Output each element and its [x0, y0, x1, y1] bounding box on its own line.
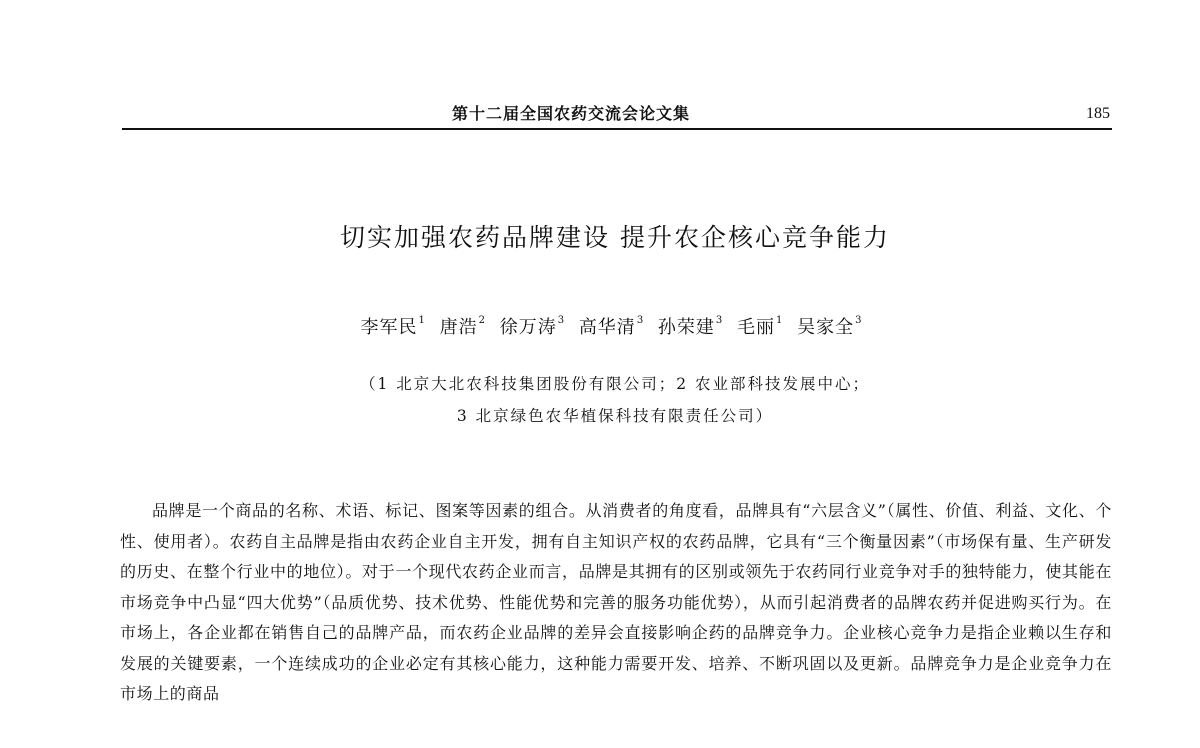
- author-name: 毛丽: [737, 317, 776, 338]
- author-affiliation-mark: 2: [478, 315, 486, 326]
- affiliations-line-1: （1 北京大北农科技集团股份有限公司；2 农业部科技发展中心；: [359, 375, 871, 393]
- page-number: 185: [1086, 105, 1110, 122]
- author-name: 吴家全: [797, 317, 855, 338]
- body-text: [120, 496, 1112, 710]
- running-title: 第十二届全国农药交流会论文集: [452, 104, 691, 123]
- author-name: 孙荣建: [657, 317, 715, 338]
- paper-title: 切实加强农药品牌建设 提升农企核心竞争能力: [340, 223, 890, 252]
- author-name: 高华清: [578, 317, 636, 338]
- running-header: [122, 98, 1112, 130]
- paragraph: 品牌是一个商品的名称、术语、标记、图案等因素的组合。从消费者的角度看，品牌具有“六层含义”（属性、价值、利益、文化、个性、使用者）。农药自主品牌是指由农药企业自主开发，拥有自主知识产权的农药品牌，它具有“三个衡量因素”（市场保有量、生产研发的历史、在整个行业中的地位）。对于一个现代农药企业而言，品牌是其拥有的区别或领先于农药同行业竞争对手的独特能力，使其能在市场竞争中凸显“四大优势”（品质优势、技术优势、性能优势和完善的服务功能优势），从而引起消费者的品牌农药并促进购买行为。在市场上，各企业都在销售自己的品牌产品，而农药企业品牌的差异会直接影响企药的品牌竞争力。企业核心竞争力是指企业赖以生存和发展的关键要素，一个连续成功的企业必定有其核心能力，这种能力需要开发、培养、不断巩固以及更新。品牌竞争力是企业竞争力在市场上的商品: [120, 501, 1112, 703]
- author-affiliation-mark: 1: [776, 315, 784, 326]
- author-list: [0, 313, 1200, 339]
- author-affiliation-mark: 3: [557, 315, 566, 326]
- author-name: 徐万涛: [499, 317, 557, 338]
- author-affiliation-mark: 3: [715, 315, 724, 326]
- author-affiliation-mark: 3: [636, 315, 645, 326]
- author-affiliation-mark: 3: [855, 315, 863, 326]
- affiliations-line-2: 3 北京绿色农华植保科技有限责任公司）: [456, 407, 774, 425]
- author-affiliation-mark: 1: [418, 315, 426, 326]
- author-name: 李军民: [360, 317, 418, 338]
- author-name: 唐浩: [439, 317, 478, 338]
